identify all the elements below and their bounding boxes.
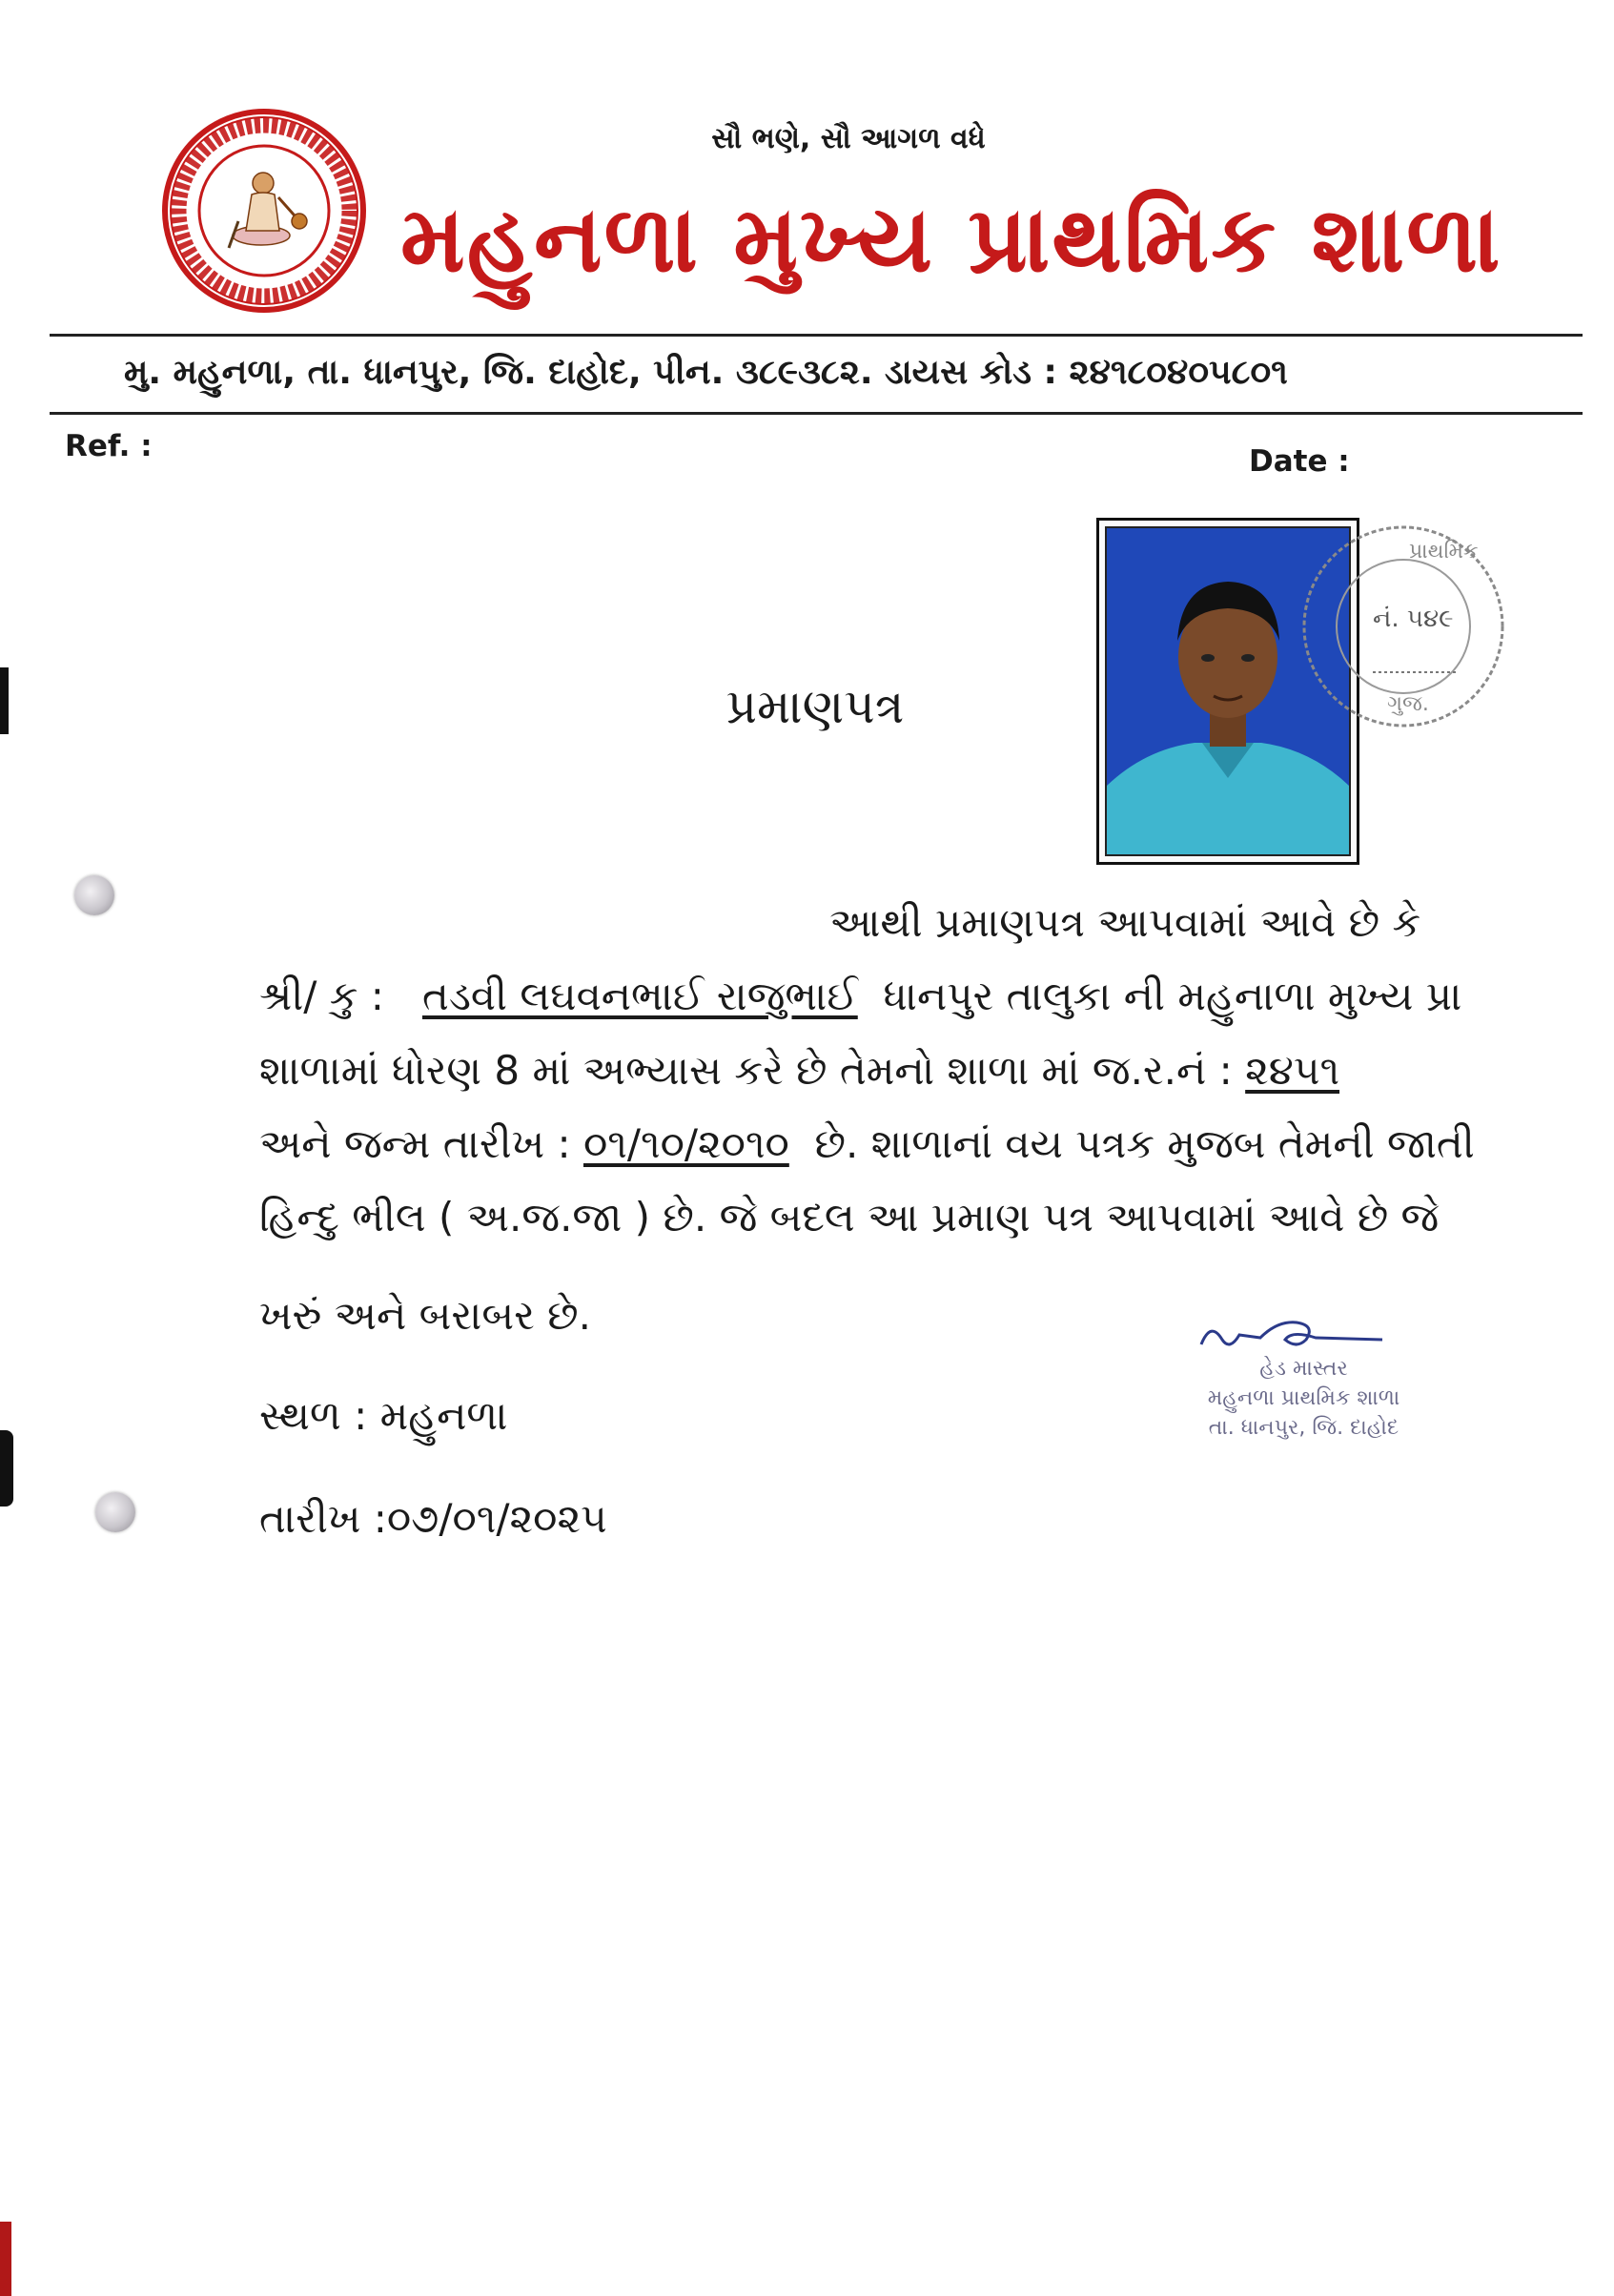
- place-line: સ્થળ : મહુનળા: [259, 1392, 508, 1439]
- binder-edge-mark: [0, 667, 9, 734]
- date-label: Date :: [1249, 444, 1350, 479]
- student-name: તડવી લઘવનભાઈ રાજુભાઈ: [421, 973, 858, 1019]
- certificate-line-3: [259, 1120, 1475, 1168]
- binder-edge-mark: [0, 2222, 11, 2296]
- line-3-prefix: અને જન્મ તારીખ :: [259, 1120, 571, 1167]
- school-stamp: [1297, 520, 1511, 734]
- school-address: મુ. મહુનળા, તા. ધાનપુર, જિ. દાહોદ, પીન. ૩૮૯૩૮૨. ડાયસ કોડ : ૨૪૧૮૦૪૦૫૮૦૧: [124, 353, 1288, 392]
- school-name: મહુનળા મુખ્ય પ્રાથમિક શાળા: [400, 186, 1502, 293]
- certificate-line-5: ખરું અને બરાબર છે.: [259, 1292, 591, 1339]
- ref-label: Ref. :: [65, 429, 153, 463]
- stamp-top-text: પ્રાથમિક: [1409, 540, 1479, 564]
- line-3-suffix: છે. શાળાનાં વય પત્રક મુજબ તેમની જાતી: [814, 1120, 1475, 1167]
- header-bottom-rule: [50, 412, 1583, 415]
- punch-hole: [95, 1492, 135, 1532]
- punch-hole: [74, 875, 114, 915]
- register-number: ૨૪૫૧: [1245, 1047, 1340, 1094]
- header-top-rule: [50, 334, 1583, 337]
- line-2-prefix: શાળામાં ધોરણ 8 માં અભ્યાસ કરે છે તેમનો શાળા માં જ.ર.નં :: [259, 1047, 1233, 1094]
- salutation-label: શ્રી/ કુ :: [259, 973, 384, 1019]
- certificate-line-4: હિન્દુ ભીલ ( અ.જ.જા ) છે. જે બદલ આ પ્રમાણ પત્ર આપવામાં આવે છે જે: [259, 1194, 1440, 1240]
- signature-school: મહુનળા પ્રાથમિક શાળા: [1207, 1386, 1400, 1410]
- school-logo: [160, 107, 368, 315]
- certificate-intro: આથી પ્રમાણપત્ર આપવામાં આવે છે કે: [829, 899, 1421, 946]
- certificate-title: પ્રમાણપત્ર: [725, 679, 905, 734]
- signature-title: હેડ માસ્તર: [1259, 1357, 1348, 1381]
- issue-date-line: તારીખ :૦૭/૦૧/૨૦૨૫: [259, 1495, 607, 1542]
- stamp-number: નં. ૫૪૯: [1373, 605, 1454, 633]
- school-motto: સૌ ભણે, સૌ આગળ વધે: [711, 122, 986, 155]
- birth-date: ૦૧/૧૦/૨૦૧૦: [582, 1120, 789, 1167]
- stamp-bottom-text: ગુજ.: [1387, 692, 1429, 716]
- signature-location: તા. ધાનપુર, જિ. દાહોદ: [1208, 1416, 1399, 1440]
- binder-edge-mark: [0, 1430, 13, 1507]
- handwritten-signature: [1173, 1302, 1435, 1359]
- line-1-suffix: ધાનપુર તાલુકા ની મહુનાળા મુખ્ય પ્રા: [883, 973, 1462, 1019]
- certificate-line-2: [259, 1047, 1339, 1095]
- signature-block: [1173, 1302, 1435, 1483]
- certificate-line-1: [259, 973, 1461, 1020]
